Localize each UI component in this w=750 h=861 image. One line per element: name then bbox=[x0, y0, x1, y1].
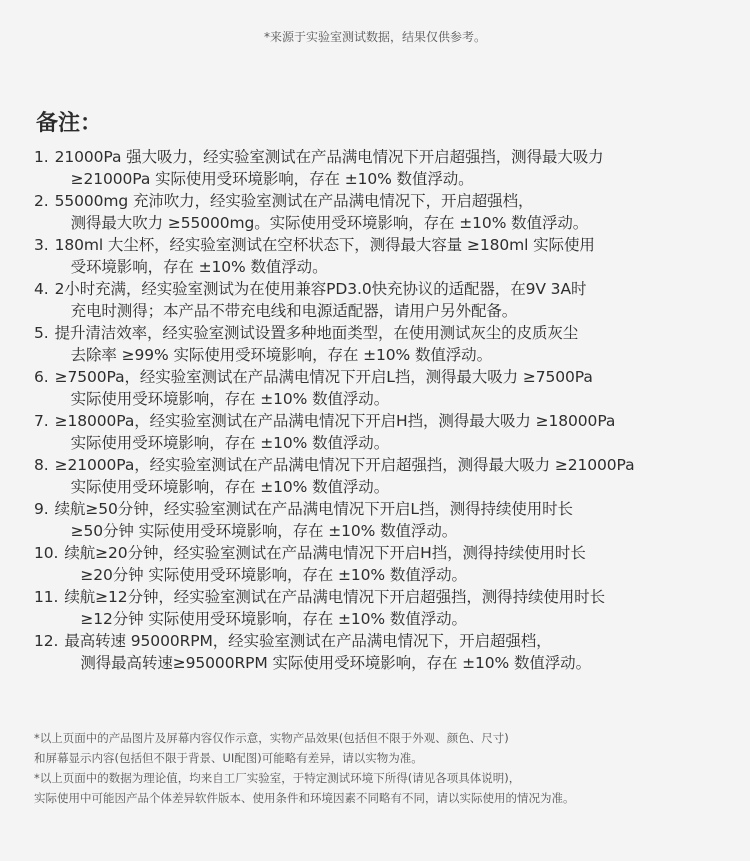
footer-line: *以上页面中的产品图片及屏幕内容仅作示意，实物产品效果(包括但不限于外观、颜色、尺寸) bbox=[34, 731, 509, 745]
note-item bbox=[34, 278, 734, 322]
note-number: 6. bbox=[34, 368, 49, 386]
note-item bbox=[34, 322, 734, 366]
note-item bbox=[34, 498, 734, 542]
note-item bbox=[34, 542, 734, 586]
note-text bbox=[55, 498, 734, 542]
note-line: 充电时测得；本产品不带充电线和电源适配器，请用户另外配备。 bbox=[70, 302, 518, 320]
note-line: 续航≥50分钟，经实验室测试在产品满电情况下开启L挡，测得持续使用时长 bbox=[54, 500, 573, 518]
note-line: 180ml 大尘杯，经实验室测试在空杯状态下，测得最大容量 ≥180ml 实际使用 bbox=[54, 236, 595, 254]
note-item bbox=[34, 146, 734, 190]
note-text bbox=[55, 366, 734, 410]
note-number: 10. bbox=[34, 544, 59, 562]
note-text bbox=[64, 586, 734, 630]
note-line: 21000Pa 强大吸力，经实验室测试在产品满电情况下开启超强挡，测得最大吸力 bbox=[54, 148, 604, 166]
note-item bbox=[34, 454, 734, 498]
note-text bbox=[55, 410, 734, 454]
footer-line: 实际使用中可能因产品个体差异软件版本、使用条件和环境因素不同略有不同，请以实际使用的情况为准。 bbox=[34, 791, 575, 805]
note-number: 8. bbox=[34, 456, 49, 474]
note-item bbox=[34, 366, 734, 410]
note-line: 续航≥20分钟，经实验室测试在产品满电情况下开启H挡，测得持续使用时长 bbox=[64, 544, 586, 562]
note-number: 4. bbox=[34, 280, 49, 298]
note-number: 5. bbox=[34, 324, 49, 342]
footer-disclaimer bbox=[34, 728, 724, 808]
note-line: 测得最高转速≥95000RPM 实际使用受环境影响，存在 ±10% 数值浮动。 bbox=[80, 654, 591, 672]
note-line: 2小时充满，经实验室测试为在使用兼容PD3.0快充协议的适配器，在9V 3A时 bbox=[54, 280, 587, 298]
notes-heading: 备注： bbox=[36, 111, 103, 136]
note-line: ≥21000Pa，经实验室测试在产品满电情况下开启超强挡，测得最大吸力 ≥21000Pa bbox=[54, 456, 635, 474]
note-line: 实际使用受环境影响，存在 ±10% 数值浮动。 bbox=[70, 434, 390, 452]
notes-list bbox=[34, 146, 734, 674]
note-line: 最高转速 95000RPM，经实验室测试在产品满电情况下，开启超强档， bbox=[64, 632, 552, 650]
note-line: 去除率 ≥99% 实际使用受环境影响，存在 ±10% 数值浮动。 bbox=[70, 346, 492, 364]
note-text bbox=[55, 234, 734, 278]
note-number: 9. bbox=[34, 500, 49, 518]
note-number: 1. bbox=[34, 148, 49, 166]
note-item bbox=[34, 630, 734, 674]
source-disclaimer: *来源于实验室测试数据，结果仅供参考。 bbox=[263, 30, 486, 44]
note-line: 实际使用受环境影响，存在 ±10% 数值浮动。 bbox=[70, 478, 390, 496]
note-text bbox=[55, 322, 734, 366]
note-number: 11. bbox=[34, 588, 59, 606]
note-text bbox=[55, 146, 734, 190]
footer-line: 和屏幕显示内容(包括但不限于背景、UI配图)可能略有差异，请以实物为准。 bbox=[34, 751, 423, 765]
note-item bbox=[34, 410, 734, 454]
note-line: ≥18000Pa，经实验室测试在产品满电情况下开启H挡，测得最大吸力 ≥18000Pa bbox=[54, 412, 616, 430]
note-line: ≥20分钟 实际使用受环境影响，存在 ±10% 数值浮动。 bbox=[80, 566, 467, 584]
note-line: 实际使用受环境影响，存在 ±10% 数值浮动。 bbox=[70, 390, 390, 408]
note-text bbox=[55, 278, 734, 322]
note-line: 提升清洁效率，经实验室测试设置多种地面类型，在使用测试灰尘的皮质灰尘 bbox=[54, 324, 579, 342]
note-line: 受环境影响，存在 ±10% 数值浮动。 bbox=[70, 258, 328, 276]
note-line: ≥21000Pa 实际使用受环境影响，存在 ±10% 数值浮动。 bbox=[70, 170, 474, 188]
note-line: ≥7500Pa，经实验室测试在产品满电情况下开启L挡，测得最大吸力 ≥7500Pa bbox=[54, 368, 593, 386]
note-number: 7. bbox=[34, 412, 49, 430]
note-text bbox=[55, 190, 734, 234]
note-line: ≥50分钟 实际使用受环境影响，存在 ±10% 数值浮动。 bbox=[70, 522, 458, 540]
note-text bbox=[55, 454, 734, 498]
note-line: 续航≥12分钟，经实验室测试在产品满电情况下开启超强挡，测得持续使用时长 bbox=[64, 588, 605, 606]
note-item bbox=[34, 190, 734, 234]
note-text bbox=[64, 542, 734, 586]
note-text bbox=[64, 630, 734, 674]
note-line: ≥12分钟 实际使用受环境影响，存在 ±10% 数值浮动。 bbox=[80, 610, 467, 628]
note-line: 55000mg 充沛吹力，经实验室测试在产品满电情况下，开启超强档， bbox=[54, 192, 534, 210]
note-number: 2. bbox=[34, 192, 49, 210]
note-line: 测得最大吹力 ≥55000mg。实际使用受环境影响，存在 ±10% 数值浮动。 bbox=[70, 214, 589, 232]
note-number: 12. bbox=[34, 632, 59, 650]
note-item bbox=[34, 586, 734, 630]
note-number: 3. bbox=[34, 236, 49, 254]
footer-line: *以上页面中的数据为理论值，均来自工厂实验室，于特定测试环境下所得(请见各项具体说明)， bbox=[34, 771, 521, 785]
note-item bbox=[34, 234, 734, 278]
